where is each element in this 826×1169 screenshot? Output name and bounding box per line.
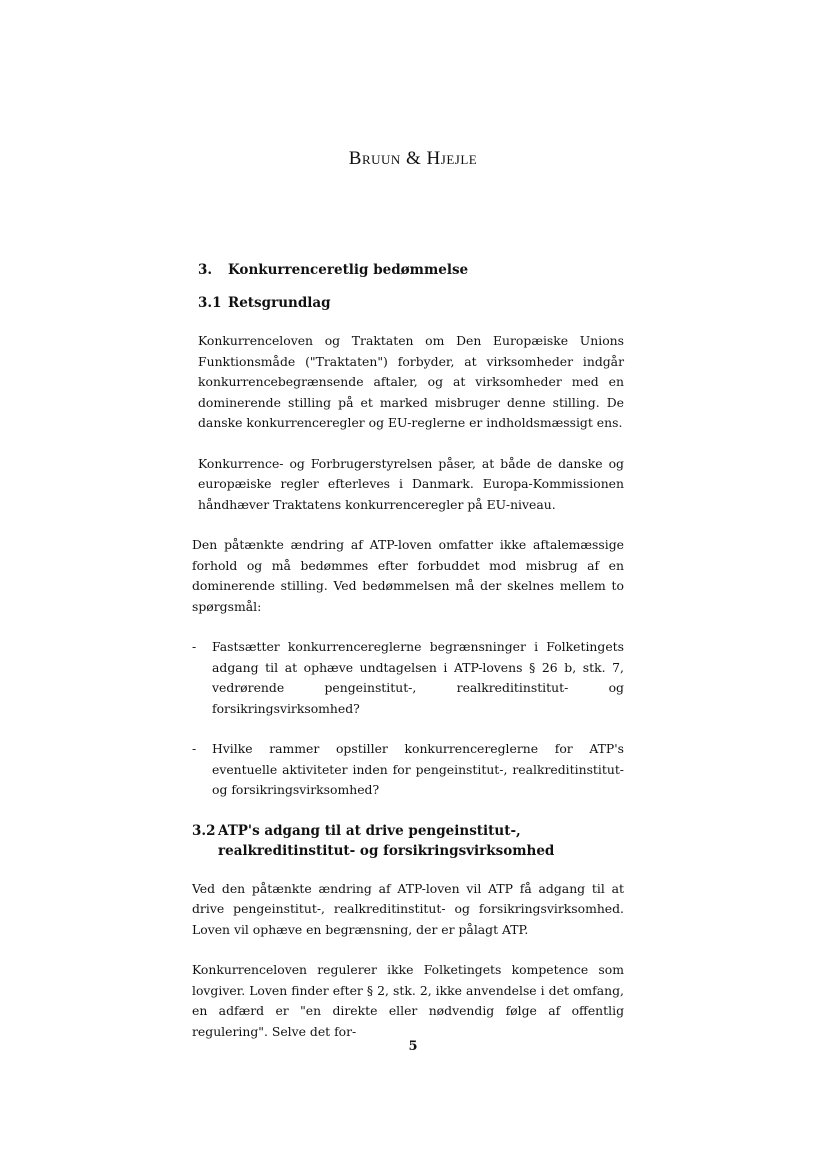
bullet-text: Hvilke rammer opstiller konkurrencereglerne for ATP's eventuelle aktiviteter inden for pengeinstitut-, realkreditinstitut- og forsikringsvirksomhed? xyxy=(212,741,624,797)
section-3-2-number: 3.2 xyxy=(192,822,216,839)
section-3-1-heading xyxy=(198,293,624,313)
bullet-item xyxy=(192,739,624,801)
bullet-marker: - xyxy=(192,639,197,654)
paragraph: Ved den påtænkte ændring af ATP-loven vil ATP få adgang til at drive pengeinstitut-, realkreditinstitut- og forsikringsvirksomhed. Loven vil ophæve en begrænsning, der er pålagt ATP. xyxy=(192,880,624,937)
section-3-1-title: Retsgrundlag xyxy=(228,295,331,311)
bullet-marker: - xyxy=(192,741,197,756)
section-3-title: Konkurrenceretlig bedømmelse xyxy=(228,262,469,278)
document-body xyxy=(192,260,624,1062)
section-3-2-title: ATP's adgang til at drive pengeinstitut-, realkreditinstitut- og forsikringsvirksomhed xyxy=(218,822,555,859)
paragraph: Den påtænkte ændring af ATP-loven omfatter ikke aftalemæssige forhold og må bedømmes efter forbuddet mod misbrug af en dominerende stilling. Ved bedømmelsen må der skelnes mellem to spørgsmål: xyxy=(192,537,624,614)
page-header-firm-name: Bruun & Hjejle xyxy=(348,148,478,169)
bullet-text: Fastsætter konkurrencereglerne begrænsninger i Folketingets adgang til at ophæve undtagelsen i ATP-lovens § 26 b, stk. 7, vedrørende pengeinstitut-, realkreditinstitut- og forsikringsvirksomhed? xyxy=(212,639,624,716)
section-3-2-heading xyxy=(192,821,632,861)
bullet-item xyxy=(192,637,624,719)
section-3-heading xyxy=(198,260,624,280)
paragraph: Konkurrenceloven og Traktaten om Den Europæiske Unions Funktionsmåde ("Traktaten") forbyder, at virksomheder indgår konkurrencebegrænsende aftaler, og at virksomheder med en dominerende stilling på et marked misbruger denne stilling. De danske konkurrenceregler og EU-reglerne er indholdsmæssigt ens. xyxy=(198,333,624,430)
page-number: 5 xyxy=(408,1039,418,1054)
section-3-1-number: 3.1 xyxy=(198,295,222,311)
section-3-number: 3. xyxy=(198,262,213,278)
paragraph: Konkurrenceloven regulerer ikke Folketingets kompetence som lovgiver. Loven finder efter § 2, stk. 2, ikke anvendelse i det omfang, en adfærd er "en direkte eller nødvendig følge af offentlig regulering". Selve det for- xyxy=(192,962,624,1039)
paragraph: Konkurrence- og Forbrugerstyrelsen påser, at både de danske og europæiske regler efterleves i Danmark. Europa-Kommissionen håndhæver Traktatens konkurrenceregler på EU-niveau. xyxy=(198,455,624,512)
